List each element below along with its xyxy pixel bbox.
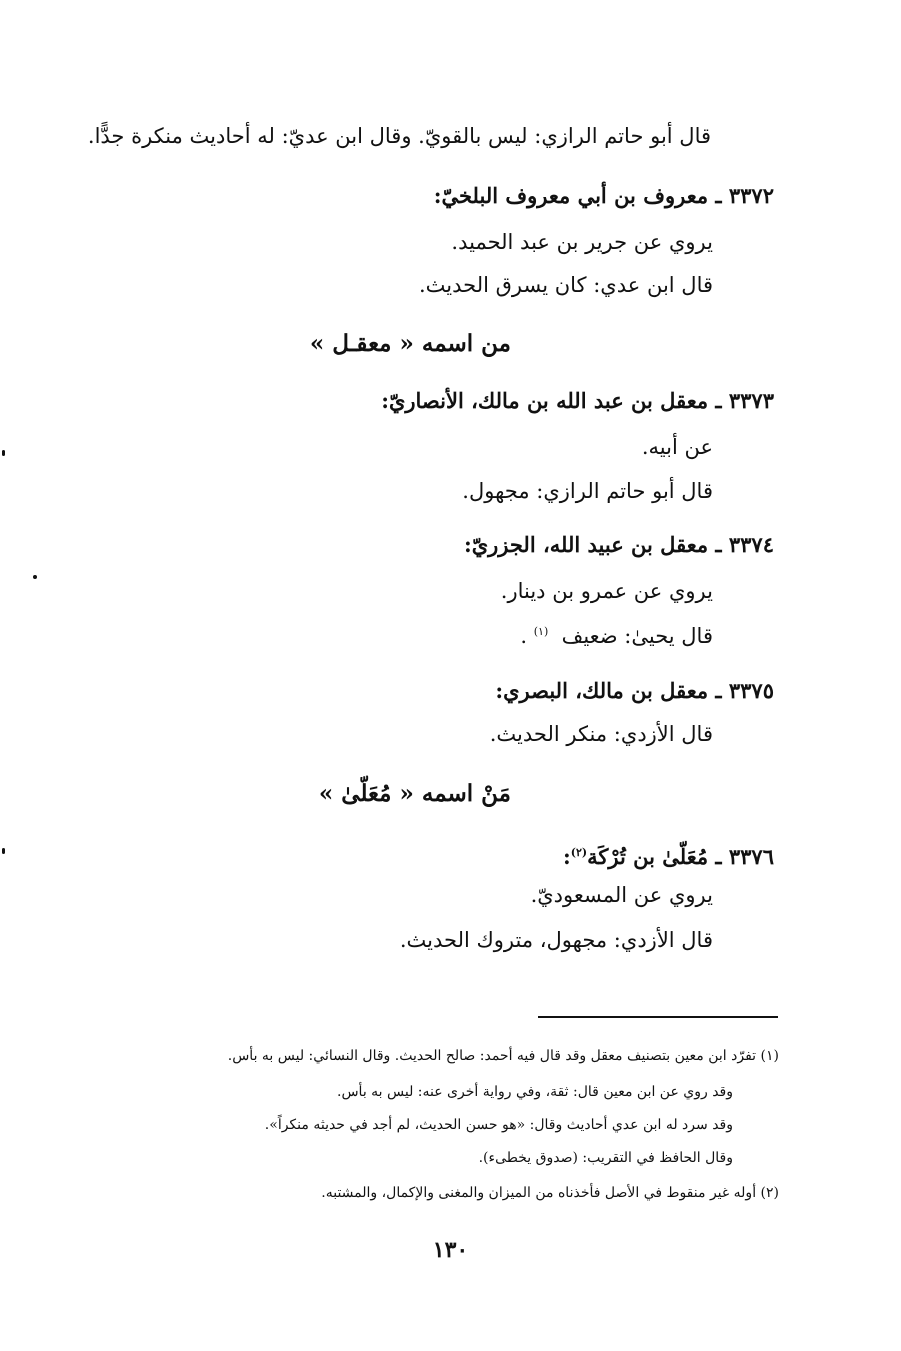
footnote-marker-2: (٢): [570, 846, 588, 859]
footnote-line: وقد سرد له ابن عدي أحاديث وقال: «هو حسن الحديث، لم أجد في حديثه منكراً».: [264, 1117, 733, 1133]
entry-heading-3372: ٣٣٧٢ ـ معروف بن أبي معروف البلخيّ:: [433, 183, 774, 208]
text-line-with-note: [520, 617, 713, 651]
footnote-separator: [538, 1016, 778, 1018]
text-segment: :: [563, 844, 571, 869]
footnote-line: وقال الحافظ في التقريب: (صدوق يخطىء).: [478, 1150, 733, 1166]
text-segment: قال يحيىٰ: ضعيف: [561, 624, 713, 648]
scan-speck: [2, 848, 5, 854]
entry-heading-3374: ٣٣٧٤ ـ معقل بن عبيد الله، الجزريّ:: [463, 532, 774, 557]
page-number: ١٣٠: [432, 1237, 469, 1263]
scan-speck: [2, 450, 5, 456]
text-line: قال الأزدي: منكر الحديث.: [489, 722, 713, 746]
entry-heading-3375: ٣٣٧٥ ـ معقل بن مالك، البصري:: [495, 678, 774, 703]
text-line: يروي عن عمرو بن دينار.: [500, 579, 713, 603]
section-heading: مَنْ اسمه « مُعَلّىٰ »: [318, 780, 511, 807]
text-line: قال أبو حاتم الرازي: ليس بالقويّ. وقال ابن عديّ: له أحاديث منكرة جدًّا.: [87, 124, 711, 148]
scan-speck: [33, 575, 37, 579]
text-line: قال ابن عدي: كان يسرق الحديث.: [418, 273, 713, 297]
text-line: يروي عن المسعوديّ.: [530, 883, 713, 907]
entry-heading-3376: [563, 838, 774, 872]
footnote-1: (١) تفرّد ابن معين بتصنيف معقل وقد قال فيه أحمد: صالح الحديث. وقال النسائي: ليس به بأس.: [227, 1048, 779, 1064]
text-line: عن أبيه.: [641, 435, 713, 459]
footnote-marker-1: (١): [533, 625, 549, 638]
text-line: يروي عن جرير بن عبد الحميد.: [451, 230, 713, 254]
footnote-2: (٢) أوله غير منقوط في الأصل فأخذناه من الميزان والمغنى والإكمال، والمشتبه.: [321, 1185, 779, 1201]
text-line: قال الأزدي: مجهول، متروك الحديث.: [399, 928, 713, 952]
text-segment: .: [520, 624, 528, 648]
entry-heading-3373: ٣٣٧٣ ـ معقل بن عبد الله بن مالك، الأنصاريّ:: [381, 388, 774, 413]
footnote-line: وقد روي عن ابن معين قال: ثقة، وفي رواية أخرى عنه: ليس به بأس.: [337, 1084, 733, 1100]
text-segment: ٣٣٧٦ ـ مُعَلّىٰ بن تُرْكَة: [587, 844, 774, 869]
section-heading: من اسمه « معقـل »: [309, 330, 511, 357]
text-line: قال أبو حاتم الرازي: مجهول.: [462, 479, 713, 503]
